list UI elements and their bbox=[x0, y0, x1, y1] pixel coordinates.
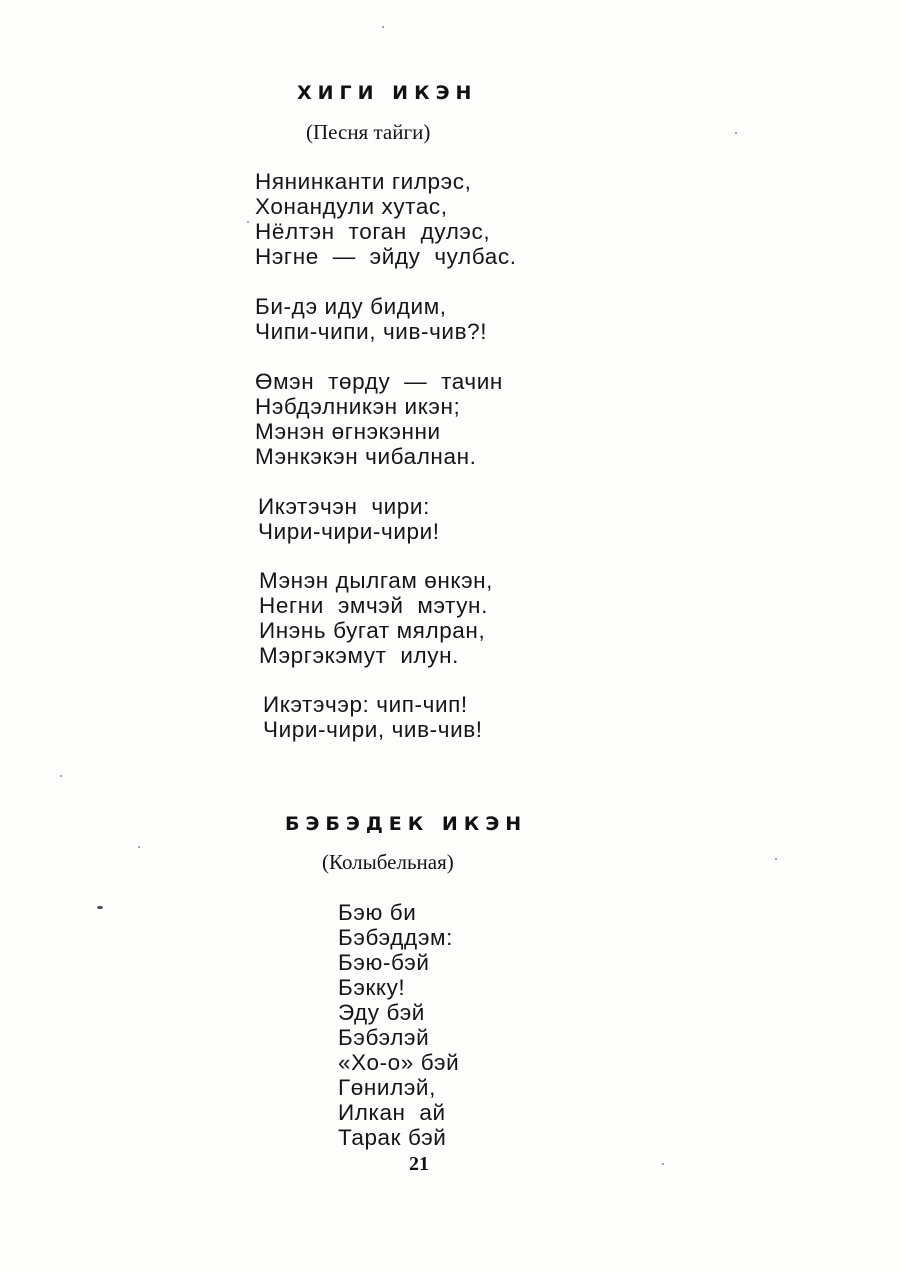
verse-line: Чипи-чипи, чив-чив?! bbox=[255, 319, 488, 344]
poem2-subtitle: (Колыбельная) bbox=[322, 850, 454, 874]
poem2-verse bbox=[338, 900, 459, 1150]
verse-line: Бэю би bbox=[338, 900, 417, 925]
poem1-title: ХИГИ ИКЭН bbox=[297, 82, 478, 104]
scan-speck bbox=[735, 132, 737, 134]
verse-line: Чири-чири-чири! bbox=[258, 519, 440, 544]
scan-speck bbox=[97, 906, 103, 909]
poem1-stanza-5 bbox=[259, 568, 493, 668]
poem1-stanza-2 bbox=[255, 294, 487, 344]
verse-line: Мэнкэкэн чибалнан. bbox=[255, 444, 477, 469]
verse-line: Икэтэчэр: чип-чип! bbox=[263, 692, 468, 717]
scan-speck bbox=[60, 775, 62, 777]
verse-line: Бэбэддэм: bbox=[338, 925, 453, 950]
verse-line: Тарак бэй bbox=[338, 1125, 447, 1150]
verse-line: Мэргэкэмут илун. bbox=[259, 643, 460, 668]
scan-speck bbox=[382, 26, 384, 28]
verse-line: Инэнь бугат мялран, bbox=[259, 618, 486, 643]
verse-line: Нэбдэлникэн икэн; bbox=[255, 394, 461, 419]
poem1-stanza-6 bbox=[263, 692, 483, 742]
verse-line: Илкан ай bbox=[338, 1100, 446, 1125]
verse-line: Би-дэ иду бидим, bbox=[255, 294, 447, 319]
scan-speck bbox=[775, 858, 777, 860]
verse-line: Бэю-бэй bbox=[338, 950, 430, 975]
verse-line: Бэкку! bbox=[338, 975, 406, 1000]
verse-line: Мэнэн өгнэкэнни bbox=[255, 419, 441, 444]
verse-line: Мэнэн дылгам өнкэн, bbox=[259, 568, 494, 593]
scan-speck bbox=[662, 1163, 664, 1165]
verse-line: Хонандули хутас, bbox=[255, 194, 448, 219]
poem2-title: БЭБЭДЕК ИКЭН bbox=[285, 813, 528, 835]
verse-line: Икэтэчэн чири: bbox=[258, 494, 430, 519]
verse-line: «Хо-о» бэй bbox=[338, 1050, 460, 1075]
verse-line: Негни эмчэй мэтун. bbox=[259, 593, 488, 618]
page-number: 21 bbox=[409, 1153, 429, 1175]
verse-line: Эду бэй bbox=[338, 1000, 425, 1025]
verse-line: Бэбэлэй bbox=[338, 1025, 430, 1050]
verse-line: Нэгне — эйду чулбас. bbox=[255, 244, 517, 269]
scan-speck bbox=[247, 221, 249, 223]
verse-line: Чири-чири, чив-чив! bbox=[263, 717, 483, 742]
poem1-subtitle: (Песня тайги) bbox=[306, 120, 431, 144]
verse-line: Өмэн төрду — тачин bbox=[255, 369, 503, 394]
poem1-stanza-1 bbox=[255, 169, 517, 269]
verse-line: Нянинканти гилрэс, bbox=[255, 169, 472, 194]
verse-line: Гөнилэй, bbox=[338, 1075, 436, 1100]
poem1-stanza-4 bbox=[258, 494, 440, 544]
poem1-stanza-3 bbox=[255, 369, 503, 469]
verse-line: Нёлтэн тоган дулэс, bbox=[255, 219, 491, 244]
scan-speck bbox=[138, 846, 140, 848]
